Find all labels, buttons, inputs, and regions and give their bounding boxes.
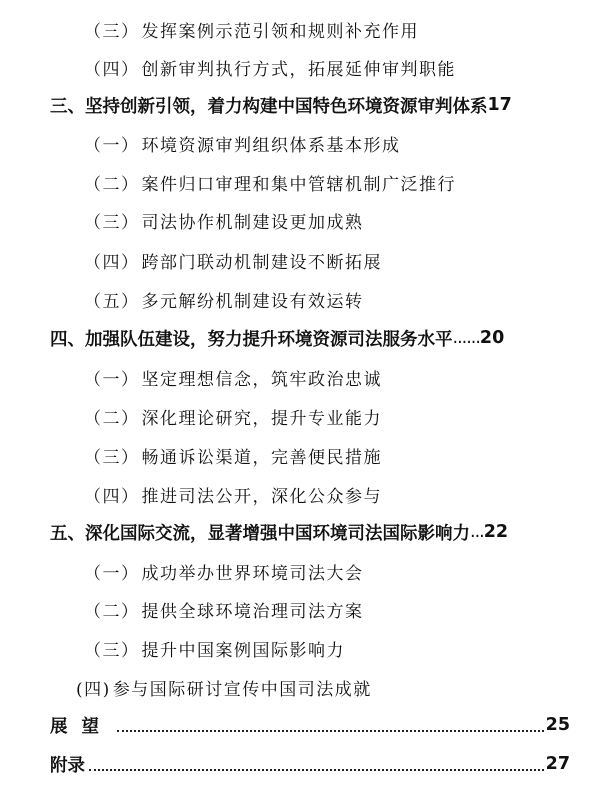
toc-entry-title: 推进司法公开，深化公众参与 — [141, 486, 382, 507]
toc-heading-title: 四、加强队伍建设，努力提升环境资源司法服务水平 — [50, 329, 453, 350]
toc-entry-number: （一） — [84, 563, 140, 584]
toc-page-number: 22 — [483, 522, 509, 542]
toc-entry[interactable] — [84, 401, 603, 431]
toc-entry-title: 创新审判执行方式，拓展延伸审判职能 — [141, 59, 456, 80]
toc-entry-title: 提升中国案例国际影响力 — [141, 640, 345, 661]
toc-entry[interactable] — [84, 14, 603, 44]
toc-entry-title: 坚定理想信念，筑牢政治忠诚 — [141, 369, 382, 390]
toc-heading[interactable] — [50, 749, 570, 779]
toc-entry-title: 多元解纷机制建设有效运转 — [141, 291, 364, 312]
toc-entry-title: 参与国际研讨宣传中国司法成就 — [112, 679, 372, 700]
toc-entry-number: （四） — [84, 252, 140, 273]
toc-heading-title: 附录 — [50, 755, 85, 776]
toc-entry[interactable] — [76, 672, 603, 702]
toc-entry[interactable] — [84, 594, 603, 624]
toc-entry[interactable] — [84, 440, 603, 470]
toc-entry[interactable] — [84, 245, 603, 275]
toc-entry[interactable] — [84, 52, 603, 82]
toc-entry-number: （一） — [84, 369, 140, 390]
toc-entry-number: （四） — [84, 486, 140, 507]
toc-entry[interactable] — [84, 362, 603, 392]
toc-entry-number: （四） — [84, 59, 140, 80]
toc-heading-title: 三、坚持创新引领，着力构建中国特色环境资源审判体系 — [50, 96, 488, 117]
toc-entry-title: 畅通诉讼渠道，完善便民措施 — [141, 447, 382, 468]
toc-entry-number: （二） — [84, 601, 140, 622]
toc-leader-dots — [89, 769, 544, 771]
toc-entry-number: （三） — [84, 447, 140, 468]
toc-entry-title: 成功举办世界环境司法大会 — [141, 563, 364, 584]
toc-entry-number: （三） — [84, 640, 140, 661]
toc-entry-title: 发挥案例示范引领和规则补充作用 — [141, 21, 419, 42]
toc-entry[interactable] — [84, 205, 603, 235]
toc-entry-number: （一） — [84, 135, 140, 156]
toc-entry-number: （三） — [84, 212, 140, 233]
toc-leader-dots: ... — [470, 522, 484, 542]
toc-heading[interactable] — [50, 323, 570, 353]
toc-entry-number: （二） — [84, 408, 140, 429]
toc-leader-dots: ...... — [452, 328, 480, 348]
toc-entry-number: （二） — [84, 174, 140, 195]
toc-entry-title: 案件归口审理和集中管辖机制广泛推行 — [141, 174, 456, 195]
toc-entry-title: 跨部门联动机制建设不断拓展 — [141, 252, 382, 273]
toc-heading[interactable] — [50, 710, 570, 740]
toc-leader-dots — [117, 730, 544, 732]
toc-heading-title: 五、深化国际交流，显著增强中国环境司法国际影响力 — [50, 523, 470, 544]
toc-entry-number: (四) — [76, 679, 111, 700]
toc-entry-title: 环境资源审判组织体系基本形成 — [141, 135, 401, 156]
toc-entry-title: 司法协作机制建设更加成熟 — [141, 212, 364, 233]
toc-entry-title: 提供全球环境治理司法方案 — [141, 601, 364, 622]
toc-page-number: 27 — [545, 754, 570, 774]
toc-entry[interactable] — [84, 479, 603, 509]
toc-entry[interactable] — [84, 633, 603, 663]
toc-heading-title: 展望 — [50, 716, 113, 737]
toc-entry-title: 深化理论研究，提升专业能力 — [141, 408, 382, 429]
toc-entry[interactable] — [84, 556, 603, 586]
toc-entry-number: （三） — [84, 21, 140, 42]
toc-entry-number: （五） — [84, 291, 140, 312]
toc-entry[interactable] — [84, 128, 603, 158]
toc-entry[interactable] — [84, 284, 603, 314]
toc-heading[interactable] — [50, 517, 570, 547]
toc-page-number: 25 — [545, 715, 570, 735]
toc-entry[interactable] — [84, 167, 603, 197]
toc-page-number: 17 — [487, 95, 512, 115]
toc-heading[interactable] — [50, 90, 570, 120]
toc-page-number: 20 — [479, 328, 505, 348]
